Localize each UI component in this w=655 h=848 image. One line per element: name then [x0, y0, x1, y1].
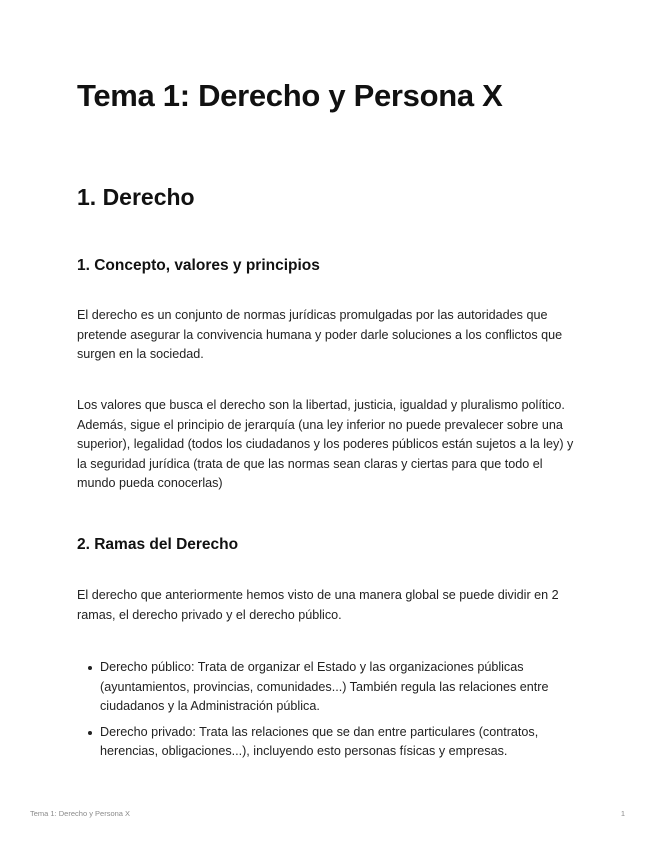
bullet-dot-icon — [88, 666, 92, 670]
footer-page-number: 1 — [620, 809, 625, 818]
subsection-heading-ramas: 2. Ramas del Derecho — [77, 536, 239, 553]
bullet-dot-icon — [88, 731, 92, 735]
subsection-heading-concepto: 1. Concepto, valores y principios — [77, 257, 320, 274]
list-item — [77, 723, 582, 762]
bullet-text-derecho-privado: Derecho privado: Trata las relaciones que se dan entre particulares (contratos, herencias, obligaciones...), incluyendo esto personas físicas y empresas. — [100, 724, 539, 758]
paragraph-ramas: El derecho que anteriormente hemos visto de una manera global se puede dividir en 2 ramas, el derecho privado y el derecho público. — [77, 588, 559, 622]
paragraph-definition: El derecho es un conjunto de normas jurídicas promulgadas por las autoridades que pretende asegurar la convivencia humana y poder darle soluciones a los conflictos que surgen en la sociedad. — [77, 308, 563, 361]
footer-document-title: Tema 1: Derecho y Persona X — [30, 809, 131, 818]
list-item — [77, 658, 582, 717]
bullet-text-derecho-publico: Derecho público: Trata de organizar el Estado y las organizaciones públicas (ayuntamientos, provincias, comunidades...) También regula las relaciones entre ciudadanos y la Administración pública. — [100, 660, 549, 713]
ramas-bullet-list — [77, 658, 582, 768]
section-heading-derecho: 1. Derecho — [77, 184, 195, 210]
document-title: Tema 1: Derecho y Persona X — [77, 78, 503, 113]
paragraph-values: Los valores que busca el derecho son la libertad, justicia, igualdad y pluralismo político. Además, sigue el principio de jerarquía (una ley inferior no puede prevalecer sobre una superior), legalidad (todos los ciudadanos y los poderes públicos están sujetos a la ley) y la seguridad jurídica (trata de que las normas sean claras y ciertas para que todo el mundo pueda conocerlas) — [77, 398, 574, 490]
